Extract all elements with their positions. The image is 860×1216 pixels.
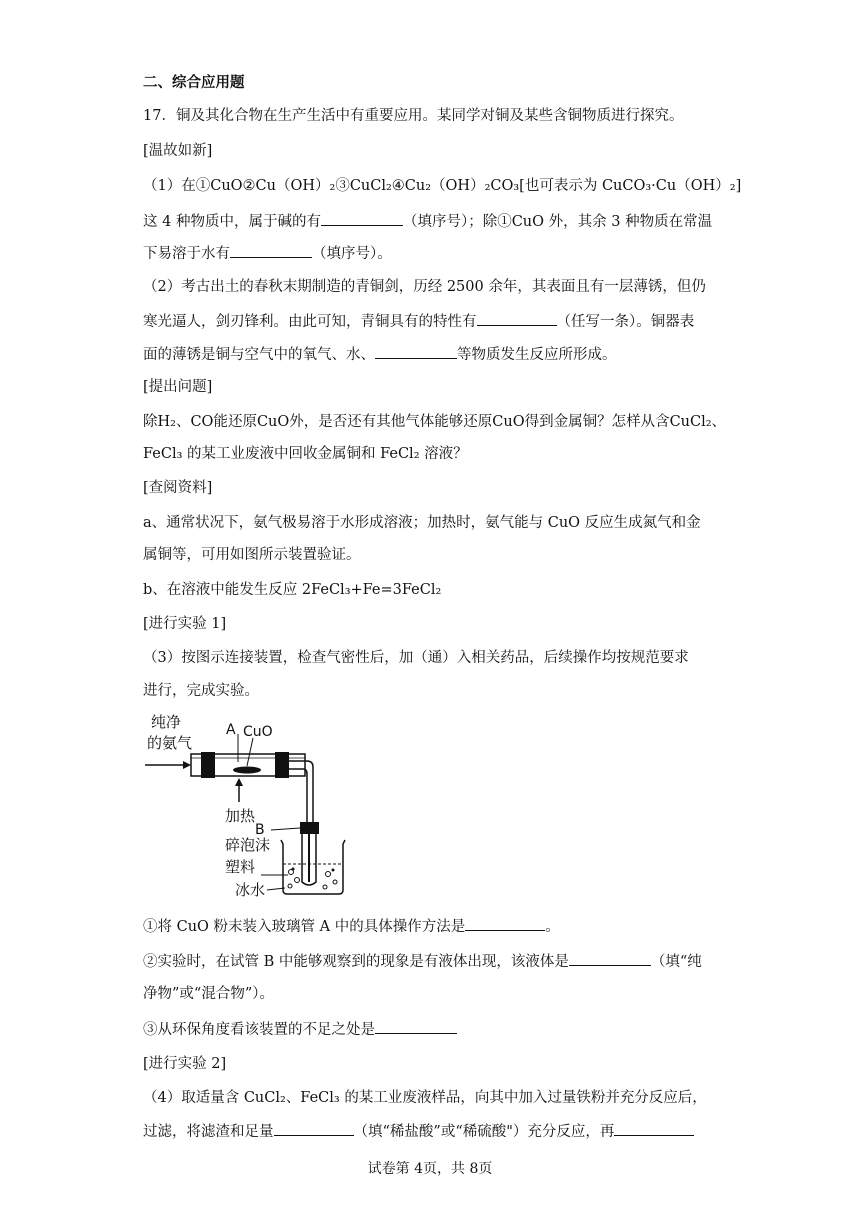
part1-text-b: （填序号）；除①CuO 外，其余 3 种物质在常温	[402, 214, 713, 230]
answer-blank-9[interactable]	[614, 1121, 694, 1136]
tube-a-label: A	[226, 722, 236, 738]
beaker	[281, 840, 345, 894]
part2-text-b: （任写一条）。铜器表	[556, 314, 695, 330]
part1-line3	[143, 243, 392, 264]
ice-water-label: 冰水	[235, 881, 266, 899]
experiment2-heading: [进行实验 2]	[143, 1056, 227, 1072]
reference-a-line2: 属铜等，可用如图所示装置验证。	[143, 547, 361, 563]
test-tube-stopper	[300, 822, 319, 834]
gas-arrowhead	[183, 761, 191, 769]
part1-text-c: 下易溶于水有	[143, 246, 230, 262]
part2-text-a: 寒光逼人，剑刃锋利。由此可知，青铜具有的特性有	[143, 314, 477, 330]
step2-text-a: ②实验时，在试管 B 中能够观察到的现象是有液体出现，该液体是	[143, 954, 569, 970]
part4-line2	[143, 1121, 694, 1142]
part4-line1: （4）取适量含 CuCl₂、FeCl₃ 的某工业废液样品，向其中加入过量铁粉并充分反应后，	[143, 1090, 707, 1106]
reference-heading: [查阅资料]	[143, 480, 213, 496]
stopper-left	[201, 752, 215, 778]
experiment1-heading: [进行实验 1]	[143, 616, 227, 632]
step1-text: ①将 CuO 粉末装入玻璃管 A 中的具体操作方法是	[143, 919, 466, 935]
part3-line1: （3）按图示连接装置，检查气密性后，加（通）入相关药品，后续操作均按规范要求	[143, 650, 689, 666]
step2-line1	[143, 951, 702, 972]
stopper-right	[275, 752, 289, 778]
part4-text-b: （填“稀盐酸”或“稀硫酸"）充分反应，再	[353, 1124, 615, 1140]
question-17-intro: 17．铜及其化合物在生产生活中有重要应用。某同学对铜及某些含铜物质进行探究。	[143, 108, 684, 124]
review-heading: [温故如新]	[143, 143, 213, 159]
part1-text-d: （填序号）。	[312, 246, 392, 262]
step1-end: 。	[545, 919, 560, 935]
answer-blank-1[interactable]	[321, 211, 403, 226]
answer-blank-7[interactable]	[375, 1019, 457, 1034]
part2-line2	[143, 311, 694, 332]
heat-label: 加热	[225, 807, 256, 825]
test-tube-label: B	[255, 822, 265, 838]
part4-text-a: 过滤，将滤渣和足量	[143, 1124, 274, 1140]
answer-blank-2[interactable]	[230, 243, 312, 258]
part1-text-a: 这 4 种物质中，属于碱的有	[143, 214, 321, 230]
answer-blank-5[interactable]	[465, 916, 545, 931]
part3-line2: 进行，完成实验。	[143, 683, 259, 699]
step1	[143, 916, 560, 937]
part1-line2	[143, 211, 712, 232]
gas-label-2: 的氨气	[147, 734, 193, 752]
foam-label-1: 碎泡沫	[225, 836, 271, 854]
apparatus-figure	[143, 712, 353, 902]
cuo-powder	[233, 767, 261, 774]
reference-b: b、在溶液中能发生反应 2FeCl₃+Fe=3FeCl₂	[143, 582, 442, 598]
foam-label-2: 塑料	[225, 858, 256, 876]
step3	[143, 1019, 457, 1040]
step2-text-b: （填“纯	[650, 954, 702, 970]
gas-label-1: 纯净	[151, 713, 182, 731]
answer-blank-8[interactable]	[274, 1121, 354, 1136]
question-heading: [提出问题]	[143, 379, 213, 395]
answer-blank-3[interactable]	[477, 311, 557, 326]
step2-line2: 净物”或“混合物”）。	[143, 986, 274, 1002]
section-title: 二、综合应用题	[143, 75, 245, 91]
question-line1: 除H₂、CO能还原CuO外，是否还有其他气体能够还原CuO得到金属铜？怎样从含CuCl₂、	[143, 414, 727, 430]
part2-text-d: 等物质发生反应所形成。	[457, 347, 617, 363]
reagent-label: CuO	[243, 724, 273, 740]
answer-blank-6[interactable]	[569, 951, 651, 966]
page-footer: 试卷第 4页，共 8页	[367, 1161, 493, 1177]
part1-line1: （1）在①CuO②Cu（OH）₂③CuCl₂④Cu₂（OH）₂CO₃[也可表示为 CuCO₃·Cu（OH）₂]	[143, 178, 742, 194]
outlet-tube	[289, 761, 313, 830]
part2-line3	[143, 344, 617, 365]
answer-blank-4[interactable]	[375, 344, 457, 359]
question-line2: FeCl₃ 的某工业废液中回收金属铜和 FeCl₂ 溶液？	[143, 446, 468, 462]
step3-text: ③从环保角度看该装置的不足之处是	[143, 1022, 375, 1038]
part2-line1: （2）考古出土的春秋末期制造的青铜剑，历经 2500 余年，其表面且有一层薄锈，但仍	[143, 279, 706, 295]
part2-text-c: 面的薄锈是铜与空气中的氧气、水、	[143, 347, 375, 363]
reference-a-line1: a、通常状况下，氨气极易溶于水形成溶液；加热时，氨气能与 CuO 反应生成氮气和金	[143, 515, 701, 531]
